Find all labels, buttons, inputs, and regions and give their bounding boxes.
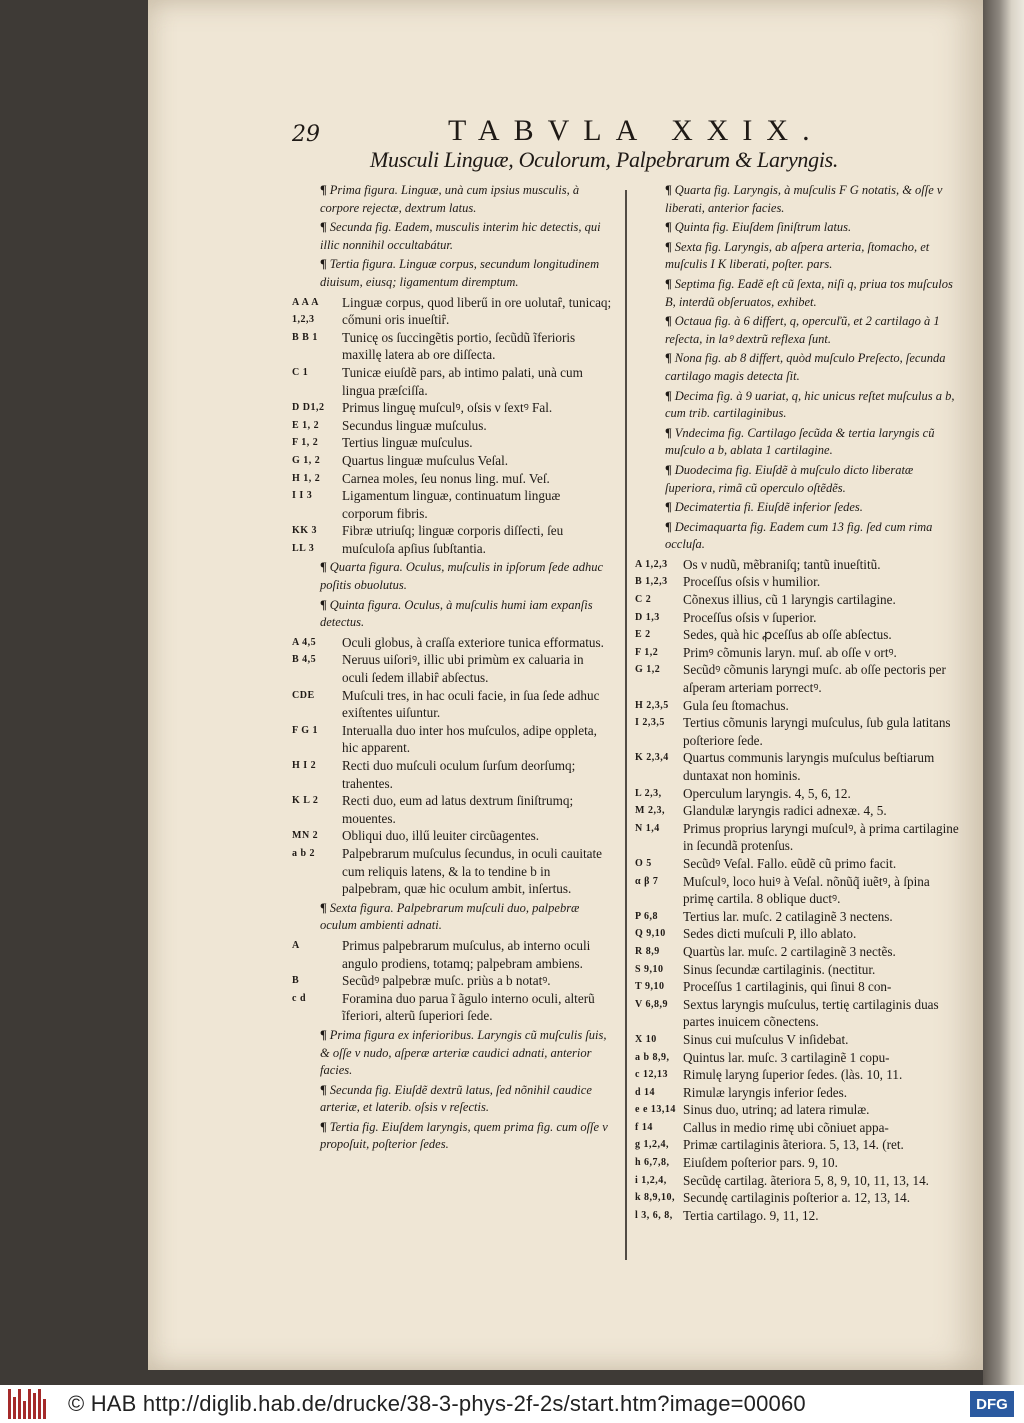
figure-caption [320, 900, 612, 935]
legend-entry [292, 792, 612, 827]
legend-code: I 2,3,5 [635, 717, 665, 729]
hab-logo-icon[interactable] [8, 1389, 48, 1419]
legend-code: I I 3 [292, 490, 313, 502]
legend-text: Obliqui duo, illű leuiter circũagentes. [342, 828, 540, 844]
legend-code: A [292, 939, 300, 951]
pilcrow-icon: ¶ [320, 1119, 327, 1134]
pilcrow-icon: ¶ [665, 220, 672, 235]
viewer-footer [0, 1385, 1024, 1423]
legend-text: Secundus linguæ muſculus. [342, 417, 487, 433]
caption-text: Sexta figura. Palpebrarum muſculi duo, palpebræ oculum ambienti adnati. [320, 900, 580, 933]
legend-code: X 10 [635, 1033, 657, 1045]
legend-text: Palpebrarum muſculus ſecundus, in oculi cauitate cum reliquis latens, & la to tendine b in palpebram, quæ hic oculum ambit, inſertus. [342, 845, 603, 897]
legend-code: H I 2 [292, 760, 317, 771]
legend-code: KK 3 LL 3 [292, 525, 318, 554]
legend-code: C 2 [635, 594, 652, 606]
legend-code: G 1,2 [635, 664, 661, 676]
caption-text: Quarta figura. Oculus, muſculis in ipſorum ſede adhuc poſitis obuolutus. [320, 560, 604, 593]
legend-entry [292, 522, 612, 557]
legend-code: A 1,2,3 [635, 558, 668, 570]
legend-entry [292, 937, 612, 972]
legend-code: k 8,9,10, [635, 1192, 676, 1204]
legend-code: K L 2 [292, 795, 319, 807]
pilcrow-icon: ¶ [320, 1082, 327, 1097]
caption-text: Vndecima fig. Cartilago ſecũda & tertia laryngis cũ muſculo a b, ablata 1 cartilagine. [665, 425, 935, 458]
legend-text: Sinus ſecundæ cartilaginis. (nectitur. [683, 961, 876, 977]
legend-entry [635, 1189, 960, 1207]
legend-entry [635, 785, 960, 803]
legend-entry [635, 1031, 960, 1049]
legend-text: Foramina duo parua ĩ ãgulo interno oculi, alterũ ĩferiori, alterũ ſuperiori ſede. [342, 990, 595, 1024]
pilcrow-icon: ¶ [665, 351, 672, 366]
legend-entry [635, 908, 960, 926]
legend-code: O 5 [635, 857, 652, 869]
pilcrow-icon: ¶ [665, 183, 672, 197]
legend-text: Tertius linguæ muſculus. [342, 435, 473, 451]
figure-caption [665, 182, 960, 217]
figure-caption [320, 1082, 612, 1117]
legend-code: e e 13,14 [635, 1104, 676, 1116]
legend-entry [292, 757, 612, 792]
legend-entry [635, 1119, 960, 1137]
legend-code: F 1,2 [635, 646, 659, 658]
legend-code: R 8,9 [635, 945, 660, 957]
legend-text: Quartus communis laryngis muſculus beſtiarum duntaxat non hominis. [683, 750, 935, 783]
legend-text: Glandulæ laryngis radici adnexæ. 4, 5. [683, 803, 887, 819]
pilcrow-icon: ¶ [665, 519, 672, 534]
pilcrow-icon: ¶ [320, 257, 327, 272]
caption-text: Prima figura. Linguæ, unà cum ipsius musculis, à corpore rejectæ, dextrum latus. [320, 183, 580, 215]
legend-code: l 3, 6, 8, [635, 1209, 673, 1221]
legend-code: K 2,3,4 [635, 752, 669, 764]
legend-code: g 1,2,4, [635, 1139, 669, 1151]
pilcrow-icon: ¶ [320, 183, 327, 197]
caption-text: Quarta fig. Laryngis, à muſculis F G notatis, & oſſe ν liberati, anterior facies. [665, 183, 943, 215]
legend-code: A A A 1,2,3 [292, 296, 319, 326]
figure-caption [320, 1119, 612, 1154]
legend-code: c 12,13 [635, 1069, 668, 1081]
legend-entry [635, 1066, 960, 1084]
legend-code: T 9,10 [635, 981, 665, 993]
legend-text: Rimulę laryng ſuperior ſedes. (làs. 10, 11. [683, 1067, 903, 1083]
page-number: 29 [292, 122, 320, 147]
legend-text: Tunicę os ſuccingẽtis portio, ſecũdũ ĩferioris maxillę latera ab ore diſſecta. [342, 329, 576, 363]
legend-text: Secũdę cartilag. ãteriora 5, 8, 9, 10, 11, 13, 14. [683, 1172, 929, 1188]
figure-caption [320, 597, 612, 632]
legend-entry [635, 591, 960, 609]
legend-entry [635, 644, 960, 662]
column-divider [625, 190, 627, 1260]
caption-text: Prima figura ex inferioribus. Laryngis cũ muſculis ſuis, & oſſe ν nudo, aſperæ arteriæ caudici adnati, anterior facies. [320, 1027, 607, 1078]
legend-text: Oculi globus, à craſſa exteriore tunica efformatus. [342, 634, 604, 650]
legend-text: Neruus uiſoriꝰ, illic ubi primùm ex caluaria in oculi ſedem illabiȓ abſectus. [342, 652, 584, 686]
legend-entry [292, 827, 612, 845]
legend-code: F 1, 2 [292, 437, 319, 449]
legend-code: i 1,2,4, [635, 1174, 667, 1186]
legend-entry [635, 855, 960, 873]
legend-text: Tertius lar. muſc. 2 catilaginẽ 3 nectens. [683, 908, 893, 924]
legend-text: Quartus linguæ muſculus Veſal. [342, 452, 509, 468]
pilcrow-icon: ¶ [665, 314, 672, 329]
legend-entry [292, 487, 612, 522]
legend-entry [635, 943, 960, 961]
legend-text: Proceſſus oſsis ν humilior. [683, 574, 821, 590]
legend-code: G 1, 2 [292, 454, 321, 466]
pilcrow-icon: ¶ [665, 425, 672, 440]
caption-text: Decimatertia fi. Eiuſdẽ inferior ſedes. [674, 500, 863, 515]
legend-text: Primus proprius laryngi muſculꝰ, à prima cartilagine in ſecundã protenſus. [683, 820, 959, 854]
legend-entry [292, 651, 612, 686]
caption-text: Quinta fig. Eiuſdem ſiniſtrum latus. [674, 220, 852, 235]
legend-code: c d [292, 992, 306, 1004]
figure-caption [665, 239, 960, 274]
legend-code: E 2 [635, 629, 651, 641]
legend-entry [635, 1049, 960, 1067]
legend-text: Os ν nudũ, mẽbraniſq; tantũ inueſtitũ. [683, 556, 881, 572]
legend-code: CDE [292, 689, 315, 701]
caption-text: Quinta figura. Oculus, à muſculis humi iam expanſis detectus. [320, 597, 593, 630]
figure-caption [665, 519, 960, 554]
legend-entry [635, 1101, 960, 1119]
caption-text: Tertia figura. Linguæ corpus, secundum longitudinem diuisum, eiusq; ligamentum diremptum. [320, 257, 600, 289]
figure-caption [665, 462, 960, 497]
adjacent-page-edge [983, 0, 1024, 1385]
legend-text: Secũdꝰ palpebræ muſc. priùs a b notatꝰ. [342, 973, 551, 989]
legend-text: Ligamentum linguæ, continuatum linguæ corporum fibris. [342, 488, 561, 521]
legend-entry [635, 749, 960, 784]
legend-entry [292, 364, 612, 399]
legend-code: h 6,7,8, [635, 1157, 670, 1169]
legend-entry [292, 470, 612, 488]
legend-entry [635, 1084, 960, 1102]
legend-text: Sedes, quà hic ꝓceſſus ab oſſe abſectus. [683, 627, 892, 643]
legend-code: B B 1 [292, 331, 318, 343]
legend-text: Callus in medio rimę ubi cõniuet appa- [683, 1119, 889, 1135]
legend-code: MN 2 [292, 830, 319, 842]
legend-code: P 6,8 [635, 910, 659, 922]
pilcrow-icon: ¶ [320, 900, 327, 915]
pilcrow-icon: ¶ [665, 276, 672, 291]
legend-text: Tertia cartilago. 9, 11, 12. [683, 1207, 819, 1223]
legend-entry [635, 714, 960, 749]
figure-caption [320, 559, 612, 594]
figure-caption [665, 388, 960, 423]
legend-text: Sextus laryngis muſculus, tertię cartilaginis duas partes inuicem cõnectens. [683, 996, 939, 1030]
legend-entry [635, 609, 960, 627]
pilcrow-icon: ¶ [320, 220, 327, 235]
pilcrow-icon: ¶ [320, 1027, 327, 1042]
legend-entry [635, 961, 960, 979]
figure-caption [665, 219, 960, 237]
legend-text: Interualla duo inter hos muſculos, adipe oppleta, hic apparent. [342, 722, 597, 756]
legend-text: Secũdꝰ Veſal. Fallo. eũdẽ cũ primo facit. [683, 855, 897, 871]
legend-code: A 4,5 [292, 636, 317, 648]
legend-code: a b 2 [292, 847, 316, 859]
legend-entry [292, 687, 612, 722]
legend-code: D D1,2 [292, 402, 325, 414]
legend-entry [292, 634, 612, 652]
legend-entry [635, 556, 960, 574]
legend-entry [635, 925, 960, 943]
legend-entry [292, 452, 612, 470]
legend-entry [292, 399, 612, 417]
legend-text: Proceſſus 1 cartilaginis, qui ſinui 8 con- [683, 979, 892, 995]
legend-text: Sedes dicti muſculi P, illo ablato. [683, 926, 857, 942]
legend-text: Recti duo, eum ad latus dextrum ſiniſtrumq; mouentes. [342, 793, 574, 826]
legend-code: B 4,5 [292, 654, 317, 666]
legend-entry [292, 434, 612, 452]
legend-entry [635, 1136, 960, 1154]
legend-entry [292, 294, 612, 329]
legend-code: f 14 [635, 1121, 653, 1133]
pilcrow-icon: ¶ [665, 388, 672, 403]
legend-code: H 1, 2 [292, 472, 321, 484]
caption-text: Decimaquarta fig. Eadem cum 13 fig. ſed cum rima occluſa. [665, 519, 933, 552]
legend-code: C 1 [292, 366, 309, 378]
legend-text: Primꝰ cõmunis laryn. muſ. ab oſſe ν ortꝰ. [683, 644, 897, 660]
legend-text: Secũdꝰ cõmunis laryngi muſc. ab oſſe pectoris per aſperam arteriam porrectꝰ. [683, 662, 946, 696]
legend-text: Primæ cartilaginis ãteriora. 5, 13, 14. (ret. [683, 1137, 904, 1153]
legend-text: Primus linguę muſculꝰ, oſsis ν ſextꝰ Fal. [342, 400, 553, 416]
legend-entry [292, 329, 612, 364]
caption-text: Duodecima fig. Eiuſdẽ à muſculo dicto liberatæ ſuperiora, rimã cũ operculo oſtẽdẽs. [665, 462, 914, 495]
legend-text: Linguæ corpus, quod liberű in ore uolutaȓ, tunicaq; cőmuni oris inueſtiȓ. [342, 294, 612, 328]
legend-text: Operculum laryngis. 4, 5, 6, 12. [683, 785, 851, 801]
figure-caption [665, 276, 960, 311]
legend-code: Q 9,10 [635, 928, 666, 940]
legend-text: Carnea moles, ſeu nonus ling. muſ. Veſ. [342, 470, 550, 486]
legend-text: Primus palpebrarum muſculus, ab interno oculi angulo prodiens, totamq; palpebram ambiens. [342, 937, 591, 971]
caption-text: Secunda fig. Eadem, musculis interim hic detectis, qui illic nonnihil occultabátur. [320, 220, 601, 252]
figure-caption [665, 425, 960, 460]
legend-text: Gula ſeu ſtomachus. [683, 697, 789, 713]
pilcrow-icon: ¶ [665, 500, 672, 515]
legend-code: E 1, 2 [292, 419, 320, 431]
figure-caption [320, 1027, 612, 1080]
legend-entry [292, 990, 612, 1025]
figure-caption [320, 256, 612, 291]
legend-code: H 2,3,5 [635, 699, 669, 711]
legend-text: Secundę cartilaginis poſterior a. 12, 13, 14. [683, 1190, 911, 1206]
figure-caption [320, 219, 612, 254]
legend-text: Tertius cõmunis laryngi muſculus, ſub gula latitans poſteriore ſede. [683, 715, 951, 748]
right-column [635, 180, 960, 1224]
legend-entry [635, 820, 960, 855]
legend-entry [635, 802, 960, 820]
legend-text: Quintus lar. muſc. 3 cartilaginẽ 1 copu- [683, 1049, 890, 1065]
legend-code: α β 7 [635, 875, 659, 887]
pilcrow-icon: ¶ [320, 560, 327, 575]
legend-text: Sinus duo, utrinq; ad latera rimulæ. [683, 1102, 870, 1118]
legend-entry [292, 722, 612, 757]
legend-text: Sinus cui muſculus V inſidebat. [683, 1031, 849, 1047]
legend-text: Recti duo muſculi oculum ſurſum deorſumq; trahentes. [342, 758, 576, 791]
pilcrow-icon: ¶ [665, 462, 672, 477]
legend-code: M 2,3, [635, 805, 665, 817]
legend-entry [635, 626, 960, 644]
legend-entry [292, 417, 612, 435]
legend-code: a b 8,9, [635, 1051, 670, 1063]
legend-code: F G 1 [292, 724, 319, 736]
figure-caption [320, 182, 612, 217]
legend-code: d 14 [635, 1086, 656, 1098]
legend-code: B 1,2,3 [635, 576, 668, 588]
legend-text: Tunicæ eiuſdẽ pars, ab intimo palati, unà cum lingua præſciſſa. [342, 364, 583, 398]
source-credit-link[interactable]: © HAB http://diglib.hab.de/drucke/38-3-phys-2f-2s/start.htm?image=00060 [68, 1391, 806, 1416]
legend-entry [635, 573, 960, 591]
figure-caption [665, 350, 960, 385]
pilcrow-icon: ¶ [320, 597, 327, 612]
legend-code: V 6,8,9 [635, 998, 669, 1010]
caption-text: Nona fig. ab 8 differt, quòd muſculo Preſecto, ſecunda cartilago magis detecta ſit. [665, 351, 946, 383]
caption-text: Tertia fig. Eiuſdem laryngis, quem prima fig. cum oſſe ν propoſuit, poſterior ſedes. [320, 1119, 608, 1152]
legend-text: Muſculꝰ, loco huiꝰ à Veſal. nõnũq̃ iuẽtꝰ, à ſpina primę cartila. 8 oblique ductꝰ. [683, 873, 930, 907]
caption-text: Secunda fig. Eiuſdẽ dextrũ latus, ſed nõnihil caudice arteriæ, et laterib. oſsis ν reſectis. [320, 1082, 592, 1115]
legend-entry [292, 845, 612, 898]
legend-entry [292, 972, 612, 990]
legend-text: Cõnexus illius, cũ 1 laryngis cartilagine. [683, 592, 896, 608]
legend-code: N 1,4 [635, 822, 660, 834]
dfg-logo-icon[interactable]: DFG [970, 1391, 1014, 1417]
legend-entry [635, 1207, 960, 1225]
legend-code: B [292, 975, 300, 987]
legend-text: Quartùs lar. muſc. 2 cartilaginẽ 3 nectẽs. [683, 943, 896, 959]
legend-text: Fibræ utriuſq; linguæ corporis diſſecti, ſeu muſculoſa apſius ſubſtantia. [342, 523, 564, 556]
caption-text: Septima fig. Eadẽ eſt cũ ſexta, niſi q, priua tos muſculos B, interdũ obſeruatos, exhibet. [665, 276, 953, 309]
left-column [292, 180, 612, 1156]
legend-entry [635, 978, 960, 996]
legend-entry [635, 1154, 960, 1172]
page-title: TABVLA XXIX. [448, 114, 824, 147]
legend-entry [635, 661, 960, 696]
legend-entry [635, 1172, 960, 1190]
legend-entry [635, 996, 960, 1031]
legend-text: Proceſſus oſsis ν ſuperior. [683, 609, 817, 625]
legend-entry [635, 873, 960, 908]
pilcrow-icon: ¶ [665, 239, 672, 254]
caption-text: Sexta fig. Laryngis, ab aſpera arteria, ſtomacho, et muſculis I K liberati, poſter. pars. [665, 239, 930, 272]
legend-text: Rimulæ laryngis inferior ſedes. [683, 1084, 848, 1100]
legend-code: L 2,3, [635, 787, 662, 799]
legend-code: S 9,10 [635, 963, 664, 975]
legend-code: D 1,3 [635, 611, 660, 623]
legend-text: Muſculi tres, in hac oculi facie, in ſua ſede adhuc exiſtentes uiſuntur. [342, 687, 600, 721]
figure-caption [665, 499, 960, 517]
figure-caption [665, 313, 960, 348]
page-subtitle: Musculi Linguæ, Oculorum, Palpebrarum & Laryngis. [370, 147, 839, 172]
caption-text: Decima fig. à 9 uariat, q, hic unicus reſtet muſculus a b, cum trib. cartilaginibus. [665, 388, 955, 421]
caption-text: Octaua fig. à 6 differt, q, opercuľũ, et 2 cartilago à 1 reſecta, in laꝰ dextrũ reflexa ſunt. [665, 314, 940, 346]
legend-text: Eiuſdem poſterior pars. 9, 10. [683, 1155, 838, 1171]
legend-entry [635, 697, 960, 715]
